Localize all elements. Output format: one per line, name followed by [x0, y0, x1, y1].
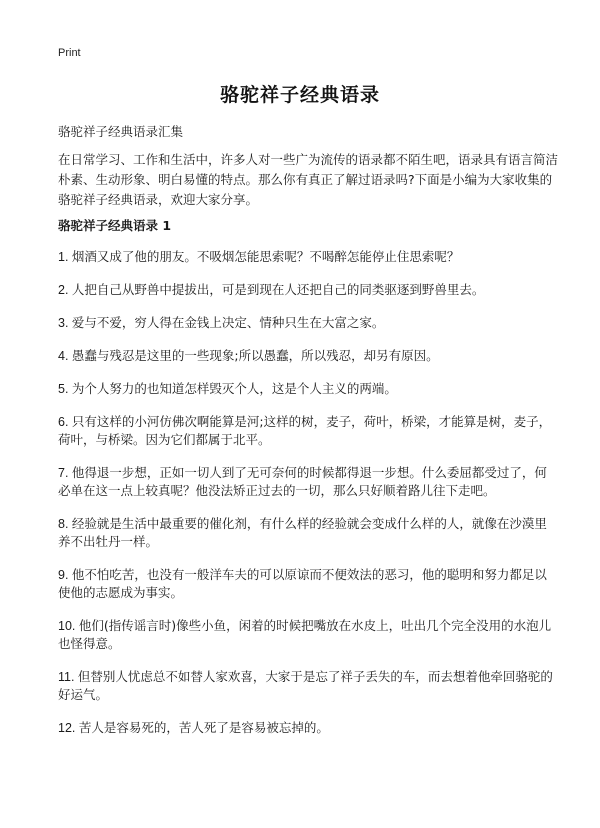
quote-text: 但替别人忧虑总不如替人家欢喜，大家于是忘了祥子丢失的车，而去想着他牵回骆驼的好运气。: [58, 669, 553, 702]
quote-number: 3.: [58, 316, 72, 330]
quote-text: 爱与不爱，穷人得在金钱上决定、情种只生在大富之家。: [71, 315, 385, 330]
section-heading: 骆驼祥子经典语录 1: [58, 218, 172, 233]
quote-text: 愚蠢与残忍是这里的一些现象;所以愚蠢，所以残忍，却另有原因。: [71, 348, 439, 363]
print-link[interactable]: Print: [58, 47, 81, 59]
quote-number: 5.: [58, 382, 72, 396]
quote-number: 10.: [58, 619, 79, 633]
quote-number: 9.: [58, 568, 72, 582]
quote-item: [58, 347, 558, 365]
quote-number: 6.: [58, 415, 72, 429]
quote-item: [58, 464, 558, 500]
quote-list: [58, 248, 558, 752]
quote-number: 7.: [58, 466, 72, 480]
quote-item: [58, 668, 558, 704]
quote-number: 2.: [58, 283, 72, 297]
quote-item: [58, 515, 558, 551]
quote-item: [58, 380, 558, 398]
intro-paragraph: 在日常学习、工作和生活中，许多人对一些广为流传的语录都不陌生吧，语录具有语言简洁朴素、生动形象、明白易懂的特点。那么你有真正了解过语录吗?下面是小编为大家收集的骆驼祥子经典语录，欢迎大家分享。: [58, 152, 559, 207]
quote-item: [58, 617, 558, 653]
quote-item: [58, 719, 558, 737]
quote-text: 为个人努力的也知道怎样毁灭个人，这是个人主义的两端。: [71, 381, 397, 396]
quote-text: 经验就是生活中最重要的催化剂，有什么样的经验就会变成什么样的人，就像在沙漠里养不出牡丹一样。: [58, 516, 547, 549]
quote-item: [58, 248, 558, 266]
quote-text: 烟酒又成了他的朋友。不吸烟怎能思索呢？不喝醉怎能停止住思索呢？: [71, 249, 460, 264]
quote-text: 他们(指传谣言时)像些小鱼，闲着的时候把嘴放在水皮上，吐出几个完全没用的水泡儿也怪得意。: [58, 618, 552, 651]
quote-text: 苦人是容易死的，苦人死了是容易被忘掉的。: [78, 720, 329, 735]
quote-number: 11.: [58, 670, 78, 684]
page-title: 骆驼祥子经典语录: [219, 84, 380, 106]
quote-item: [58, 314, 558, 332]
quote-number: 12.: [58, 721, 79, 735]
quote-number: 1.: [58, 250, 72, 264]
quote-text: 人把自己从野兽中提拔出，可是到现在人还把自己的同类驱逐到野兽里去。: [71, 282, 485, 297]
quote-item: [58, 566, 558, 602]
subtitle: 骆驼祥子经典语录汇集: [58, 124, 184, 139]
quote-text: 只有这样的小河仿佛次啊能算是河;这样的树，麦子，荷叶，桥梁，才能算是树，麦子，荷叶，与桥梁。因为它们都属于北平。: [58, 414, 552, 447]
quote-item: [58, 413, 558, 449]
quote-item: [58, 281, 558, 299]
quote-text: 他得退一步想，正如一切人到了无可奈何的时候都得退一步想。什么委屈都受过了，何必单在这一点上较真呢？他没法矫正过去的一切，那么只好顺着路儿往下走吧。: [58, 465, 547, 498]
quote-number: 4.: [58, 349, 72, 363]
quote-number: 8.: [58, 517, 72, 531]
quote-text: 他不怕吃苦，也没有一般洋车夫的可以原谅而不便效法的恶习，他的聪明和努力都足以使他的志愿成为事实。: [58, 567, 547, 600]
